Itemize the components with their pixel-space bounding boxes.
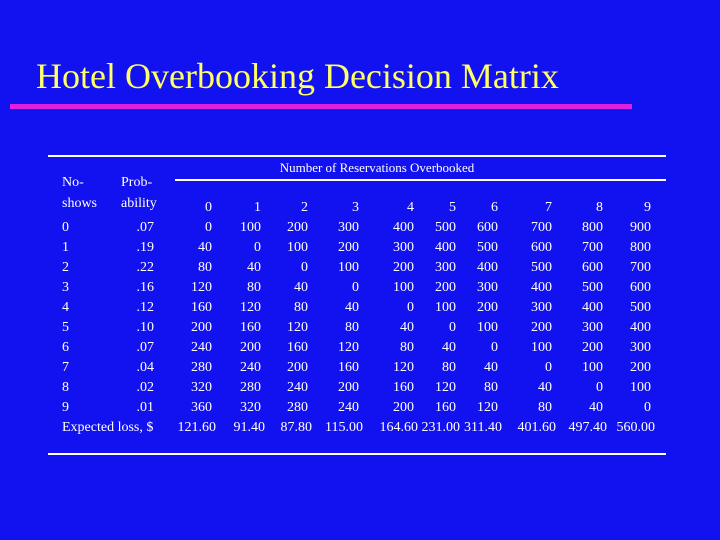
column-header: 2: [301, 200, 308, 215]
expected-loss-cell: 87.80: [280, 420, 312, 435]
loss-cell: 100: [287, 240, 308, 255]
noshows-cell: 4: [62, 300, 69, 315]
loss-cell: 400: [393, 220, 414, 235]
loss-cell: 120: [338, 340, 359, 355]
slide-title: Hotel Overbooking Decision Matrix: [36, 56, 559, 96]
loss-cell: 0: [491, 340, 498, 355]
group-header: Number of Reservations Overbooked: [279, 160, 475, 175]
expected-loss-cell: 401.60: [517, 420, 556, 435]
expected-loss-cell: 164.60: [379, 420, 418, 435]
loss-cell: 200: [393, 260, 414, 275]
loss-cell: 600: [630, 280, 651, 295]
loss-cell: 700: [582, 240, 603, 255]
loss-cell: 80: [400, 340, 414, 355]
loss-cell: 600: [582, 260, 603, 275]
loss-cell: 400: [630, 320, 651, 335]
loss-cell: 400: [531, 280, 552, 295]
loss-cell: 0: [301, 260, 308, 275]
loss-cell: 120: [287, 320, 308, 335]
loss-cell: 100: [435, 300, 456, 315]
loss-cell: 160: [191, 300, 212, 315]
column-header: 6: [491, 200, 498, 215]
loss-cell: 600: [477, 220, 498, 235]
noshows-cell: 9: [62, 400, 69, 415]
loss-cell: 0: [449, 320, 456, 335]
column-header: 4: [407, 200, 414, 215]
loss-cell: 400: [435, 240, 456, 255]
loss-cell: 500: [531, 260, 552, 275]
expected-loss-label: Expected loss, $: [62, 420, 154, 435]
loss-cell: 160: [287, 340, 308, 355]
noshows-header: No-: [62, 175, 84, 190]
loss-cell: 200: [191, 320, 212, 335]
loss-cell: 240: [240, 360, 261, 375]
column-header: 1: [254, 200, 261, 215]
probability-cell: .16: [136, 280, 154, 295]
column-header: 5: [449, 200, 456, 215]
loss-cell: 40: [198, 240, 212, 255]
loss-cell: 160: [240, 320, 261, 335]
loss-cell: 100: [477, 320, 498, 335]
loss-cell: 600: [531, 240, 552, 255]
loss-cell: 160: [435, 400, 456, 415]
probability-cell: .10: [136, 320, 154, 335]
loss-cell: 120: [240, 300, 261, 315]
loss-cell: 100: [630, 380, 651, 395]
loss-cell: 120: [191, 280, 212, 295]
loss-cell: 240: [191, 340, 212, 355]
loss-cell: 300: [435, 260, 456, 275]
loss-cell: 200: [240, 340, 261, 355]
loss-cell: 160: [393, 380, 414, 395]
loss-cell: 700: [630, 260, 651, 275]
loss-cell: 100: [531, 340, 552, 355]
loss-cell: 900: [630, 220, 651, 235]
loss-cell: 100: [582, 360, 603, 375]
probability-cell: .01: [136, 400, 154, 415]
noshows-cell: 8: [62, 380, 69, 395]
loss-cell: 200: [287, 220, 308, 235]
loss-cell: 500: [630, 300, 651, 315]
noshows-cell: 5: [62, 320, 69, 335]
noshows-header: shows: [62, 196, 98, 211]
loss-cell: 100: [240, 220, 261, 235]
loss-cell: 700: [531, 220, 552, 235]
loss-cell: 300: [582, 320, 603, 335]
loss-cell: 240: [338, 400, 359, 415]
loss-cell: 320: [240, 400, 261, 415]
loss-cell: 40: [247, 260, 261, 275]
loss-cell: 120: [435, 380, 456, 395]
loss-cell: 500: [582, 280, 603, 295]
probability-cell: .07: [136, 340, 154, 355]
loss-cell: 0: [644, 400, 651, 415]
loss-cell: 80: [538, 400, 552, 415]
noshows-cell: 0: [62, 220, 69, 235]
expected-loss-cell: 497.40: [568, 420, 607, 435]
loss-cell: 500: [435, 220, 456, 235]
loss-cell: 40: [484, 360, 498, 375]
loss-cell: 800: [582, 220, 603, 235]
loss-cell: 200: [338, 380, 359, 395]
column-header: 9: [644, 200, 651, 215]
loss-cell: 40: [345, 300, 359, 315]
expected-loss-cell: 91.40: [233, 420, 265, 435]
loss-cell: 200: [531, 320, 552, 335]
noshows-cell: 2: [62, 260, 69, 275]
loss-cell: 400: [477, 260, 498, 275]
column-header: 0: [205, 200, 212, 215]
loss-cell: 40: [589, 400, 603, 415]
loss-cell: 200: [582, 340, 603, 355]
loss-cell: 280: [191, 360, 212, 375]
probability-cell: .07: [136, 220, 154, 235]
probability-header: ability: [121, 196, 157, 211]
loss-cell: 80: [198, 260, 212, 275]
loss-cell: 200: [630, 360, 651, 375]
loss-cell: 80: [294, 300, 308, 315]
loss-cell: 160: [338, 360, 359, 375]
loss-cell: 40: [538, 380, 552, 395]
loss-cell: 300: [630, 340, 651, 355]
loss-cell: 0: [407, 300, 414, 315]
loss-cell: 200: [435, 280, 456, 295]
noshows-cell: 7: [62, 360, 69, 375]
column-header: 8: [596, 200, 603, 215]
loss-cell: 300: [338, 220, 359, 235]
column-header: 7: [545, 200, 552, 215]
probability-cell: .22: [136, 260, 154, 275]
loss-cell: 500: [477, 240, 498, 255]
probability-cell: .12: [136, 300, 154, 315]
loss-cell: 300: [477, 280, 498, 295]
loss-cell: 40: [400, 320, 414, 335]
loss-cell: 240: [287, 380, 308, 395]
probability-cell: .19: [136, 240, 154, 255]
loss-cell: 200: [477, 300, 498, 315]
loss-cell: 0: [205, 220, 212, 235]
loss-cell: 0: [545, 360, 552, 375]
loss-cell: 200: [287, 360, 308, 375]
column-header: 3: [352, 200, 359, 215]
loss-cell: 0: [254, 240, 261, 255]
expected-loss-cell: 121.60: [177, 420, 216, 435]
loss-cell: 0: [352, 280, 359, 295]
loss-cell: 40: [294, 280, 308, 295]
expected-loss-cell: 115.00: [325, 420, 363, 435]
loss-cell: 80: [247, 280, 261, 295]
loss-cell: 280: [240, 380, 261, 395]
loss-cell: 40: [442, 340, 456, 355]
loss-cell: 80: [442, 360, 456, 375]
probability-cell: .04: [136, 360, 154, 375]
loss-cell: 100: [393, 280, 414, 295]
expected-loss-cell: 560.00: [616, 420, 655, 435]
loss-cell: 120: [393, 360, 414, 375]
loss-cell: 0: [596, 380, 603, 395]
expected-loss-cell: 311.40: [464, 420, 502, 435]
loss-cell: 100: [338, 260, 359, 275]
loss-cell: 200: [338, 240, 359, 255]
noshows-cell: 6: [62, 340, 69, 355]
loss-cell: 360: [191, 400, 212, 415]
loss-cell: 280: [287, 400, 308, 415]
loss-cell: 300: [531, 300, 552, 315]
loss-cell: 320: [191, 380, 212, 395]
loss-cell: 300: [393, 240, 414, 255]
loss-cell: 120: [477, 400, 498, 415]
probability-cell: .02: [136, 380, 154, 395]
loss-cell: 800: [630, 240, 651, 255]
loss-cell: 400: [582, 300, 603, 315]
expected-loss-cell: 231.00: [421, 420, 460, 435]
noshows-cell: 3: [62, 280, 69, 295]
loss-cell: 80: [484, 380, 498, 395]
loss-cell: 200: [393, 400, 414, 415]
loss-cell: 80: [345, 320, 359, 335]
probability-header: Prob-: [121, 175, 153, 190]
noshows-cell: 1: [62, 240, 69, 255]
